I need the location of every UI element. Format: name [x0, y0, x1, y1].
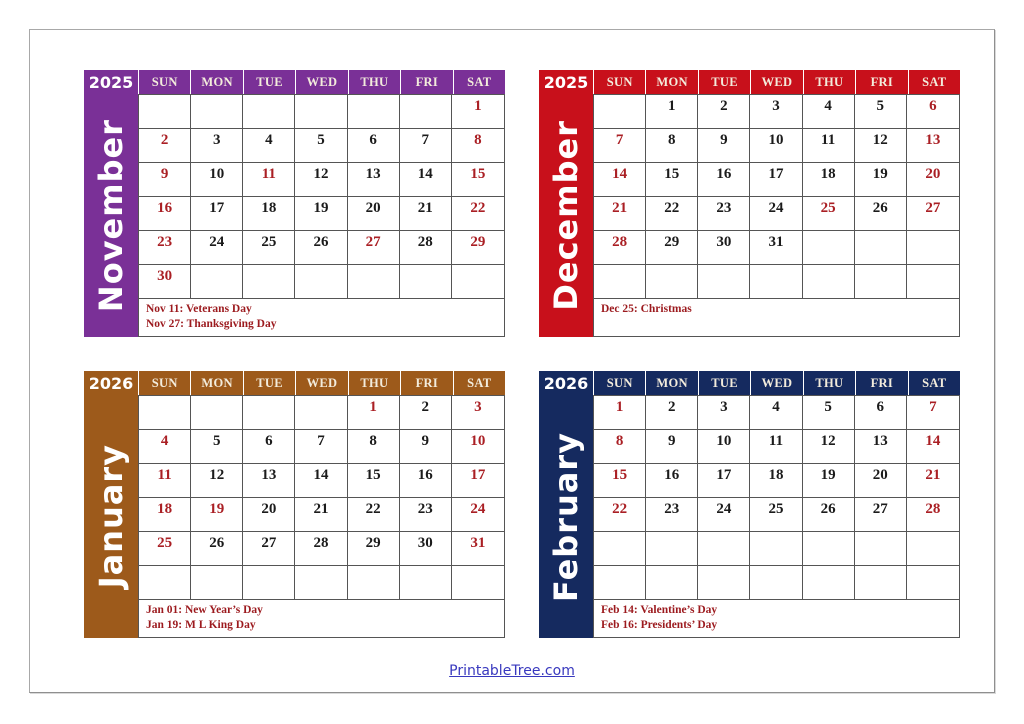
footer — [0, 662, 1024, 680]
date-cell-empty — [243, 95, 295, 129]
date-cell: 15 — [594, 464, 646, 498]
date-cell: 24 — [750, 197, 802, 231]
date-cell: 12 — [803, 430, 855, 464]
date-cell: 26 — [855, 197, 907, 231]
date-cell: 24 — [191, 231, 243, 265]
weekday-label: WED — [295, 371, 347, 395]
weekday-label: SAT — [453, 371, 505, 395]
date-cell-empty — [452, 265, 504, 299]
date-cell-empty — [594, 532, 646, 566]
holiday-note: Feb 14: Valentine’s Day — [601, 604, 718, 616]
date-cell: 29 — [348, 532, 400, 566]
date-cell: 17 — [698, 464, 750, 498]
date-cell: 14 — [907, 430, 959, 464]
date-cell: 17 — [191, 197, 243, 231]
date-cell: 19 — [803, 464, 855, 498]
date-cell: 4 — [243, 129, 295, 163]
calendar-body — [539, 94, 960, 337]
weekday-label: SUN — [593, 371, 645, 395]
date-cell-empty — [139, 396, 191, 430]
date-cell-empty — [400, 566, 452, 600]
date-cell: 22 — [646, 197, 698, 231]
date-cell: 4 — [803, 95, 855, 129]
date-cell: 3 — [750, 95, 802, 129]
date-cell: 18 — [750, 464, 802, 498]
date-cell: 25 — [139, 532, 191, 566]
calendar-main — [138, 395, 505, 638]
calendar-header — [539, 70, 960, 94]
date-grid — [139, 95, 504, 299]
date-cell: 7 — [907, 396, 959, 430]
date-cell-empty — [243, 396, 295, 430]
month-label: February — [547, 431, 585, 602]
date-cell: 2 — [139, 129, 191, 163]
weekday-label: THU — [803, 70, 855, 94]
date-cell: 15 — [646, 163, 698, 197]
date-cell-empty — [348, 566, 400, 600]
date-cell: 26 — [295, 231, 347, 265]
date-cell: 22 — [452, 197, 504, 231]
date-cell: 8 — [348, 430, 400, 464]
date-cell: 6 — [243, 430, 295, 464]
date-cell-empty — [594, 95, 646, 129]
date-cell: 9 — [139, 163, 191, 197]
date-cell-empty — [750, 265, 802, 299]
holiday-note: Nov 27: Thanksgiving Day — [146, 317, 277, 330]
date-cell-empty — [855, 231, 907, 265]
date-cell: 12 — [295, 163, 347, 197]
date-cell: 6 — [907, 95, 959, 129]
date-cell: 20 — [855, 464, 907, 498]
date-cell: 31 — [452, 532, 504, 566]
weekday-label: MON — [645, 371, 697, 395]
date-cell: 27 — [907, 197, 959, 231]
calendar-main — [593, 94, 960, 337]
date-cell: 23 — [698, 197, 750, 231]
date-cell: 16 — [139, 197, 191, 231]
weekday-row — [593, 70, 960, 94]
weekday-label: SUN — [138, 371, 190, 395]
date-cell: 21 — [295, 498, 347, 532]
calendar-header — [539, 371, 960, 395]
date-cell-empty — [646, 566, 698, 600]
date-cell: 22 — [594, 498, 646, 532]
date-cell-empty — [750, 532, 802, 566]
weekday-label: FRI — [855, 371, 907, 395]
date-cell: 29 — [646, 231, 698, 265]
date-cell: 24 — [698, 498, 750, 532]
holiday-note: Dec 25: Christmas — [601, 303, 692, 315]
month-sidebar — [539, 395, 593, 638]
weekday-label: MON — [645, 70, 697, 94]
date-cell-empty — [646, 532, 698, 566]
weekday-label: WED — [750, 371, 802, 395]
holiday-note: Jan 01: New Year’s Day — [146, 604, 263, 616]
date-cell-empty — [803, 265, 855, 299]
date-cell: 23 — [400, 498, 452, 532]
date-cell-empty — [295, 566, 347, 600]
year-label: 2026 — [84, 371, 138, 395]
date-cell: 12 — [191, 464, 243, 498]
weekday-row — [593, 371, 960, 395]
month-sidebar — [84, 94, 138, 337]
calendar-january-2026 — [84, 371, 505, 638]
date-cell: 28 — [594, 231, 646, 265]
date-cell-empty — [191, 265, 243, 299]
weekday-label: FRI — [855, 70, 907, 94]
date-cell: 10 — [191, 163, 243, 197]
date-cell: 11 — [139, 464, 191, 498]
date-cell: 19 — [191, 498, 243, 532]
month-sidebar — [84, 395, 138, 638]
date-cell: 11 — [243, 163, 295, 197]
date-cell: 27 — [243, 532, 295, 566]
date-cell-empty — [907, 532, 959, 566]
calendar-body — [539, 395, 960, 638]
date-cell: 24 — [452, 498, 504, 532]
date-cell: 8 — [594, 430, 646, 464]
date-cell: 9 — [400, 430, 452, 464]
date-cell: 7 — [594, 129, 646, 163]
date-grid — [594, 95, 959, 299]
date-cell-empty — [243, 265, 295, 299]
date-cell: 16 — [400, 464, 452, 498]
weekday-label: MON — [190, 70, 242, 94]
date-cell: 11 — [750, 430, 802, 464]
date-cell-empty — [698, 532, 750, 566]
date-cell: 19 — [295, 197, 347, 231]
date-cell: 1 — [348, 396, 400, 430]
holiday-note: Nov 11: Veterans Day — [146, 303, 252, 315]
date-cell: 17 — [452, 464, 504, 498]
weekday-label: FRI — [400, 371, 452, 395]
calendar-body — [84, 395, 505, 638]
date-cell-empty — [803, 566, 855, 600]
date-cell-empty — [907, 566, 959, 600]
date-cell: 27 — [855, 498, 907, 532]
date-cell: 5 — [855, 95, 907, 129]
calendar-main — [593, 395, 960, 638]
date-cell: 26 — [803, 498, 855, 532]
month-sidebar — [539, 94, 593, 337]
calendar-november-2025 — [84, 70, 505, 337]
date-cell: 28 — [295, 532, 347, 566]
date-cell: 13 — [907, 129, 959, 163]
month-label: November — [92, 118, 130, 313]
date-cell: 12 — [855, 129, 907, 163]
date-cell: 2 — [698, 95, 750, 129]
date-cell: 25 — [803, 197, 855, 231]
date-cell: 6 — [855, 396, 907, 430]
date-cell: 14 — [594, 163, 646, 197]
date-cell: 4 — [750, 396, 802, 430]
date-cell: 1 — [452, 95, 504, 129]
date-cell: 17 — [750, 163, 802, 197]
date-cell: 10 — [698, 430, 750, 464]
calendar-december-2025 — [539, 70, 960, 337]
date-cell-empty — [400, 95, 452, 129]
date-cell: 10 — [452, 430, 504, 464]
month-label: January — [92, 444, 130, 589]
date-cell: 3 — [191, 129, 243, 163]
date-cell: 8 — [452, 129, 504, 163]
date-cell-empty — [803, 231, 855, 265]
holiday-strip — [594, 299, 959, 336]
date-cell-empty — [139, 95, 191, 129]
date-cell-empty — [855, 265, 907, 299]
calendar-february-2026 — [539, 371, 960, 638]
date-cell-empty — [907, 265, 959, 299]
date-cell: 20 — [907, 163, 959, 197]
date-cell-empty — [452, 566, 504, 600]
weekday-label: FRI — [400, 70, 452, 94]
weekday-label: SAT — [908, 371, 960, 395]
year-label: 2026 — [539, 371, 593, 395]
date-cell: 5 — [295, 129, 347, 163]
date-cell: 14 — [400, 163, 452, 197]
holiday-note: Jan 19: M L King Day — [146, 618, 256, 631]
weekday-label: THU — [803, 371, 855, 395]
date-cell: 10 — [750, 129, 802, 163]
printabletree-link[interactable]: PrintableTree.com — [449, 663, 575, 679]
weekday-label: WED — [750, 70, 802, 94]
date-cell: 18 — [243, 197, 295, 231]
date-cell-empty — [698, 265, 750, 299]
weekday-label: TUE — [243, 70, 295, 94]
date-cell: 1 — [646, 95, 698, 129]
date-cell-empty — [855, 566, 907, 600]
date-cell: 2 — [646, 396, 698, 430]
date-cell-empty — [348, 95, 400, 129]
date-cell: 13 — [243, 464, 295, 498]
date-cell-empty — [750, 566, 802, 600]
date-cell: 20 — [243, 498, 295, 532]
holiday-strip — [594, 600, 959, 637]
month-label: December — [547, 120, 585, 311]
date-cell: 30 — [139, 265, 191, 299]
date-cell: 6 — [348, 129, 400, 163]
year-label: 2025 — [84, 70, 138, 94]
date-cell: 27 — [348, 231, 400, 265]
weekday-label: TUE — [698, 70, 750, 94]
date-cell-empty — [646, 265, 698, 299]
date-cell: 1 — [594, 396, 646, 430]
weekday-label: TUE — [243, 371, 295, 395]
date-cell-empty — [191, 566, 243, 600]
weekday-row — [138, 70, 505, 94]
date-cell: 23 — [646, 498, 698, 532]
date-cell: 16 — [698, 163, 750, 197]
date-cell: 23 — [139, 231, 191, 265]
date-cell: 14 — [295, 464, 347, 498]
date-cell: 13 — [855, 430, 907, 464]
date-cell-empty — [594, 566, 646, 600]
holiday-strip — [139, 299, 504, 336]
weekday-row — [138, 371, 505, 395]
weekday-label: MON — [190, 371, 242, 395]
date-cell: 30 — [400, 532, 452, 566]
date-cell: 9 — [698, 129, 750, 163]
date-cell: 25 — [750, 498, 802, 532]
date-cell: 30 — [698, 231, 750, 265]
date-cell-empty — [400, 265, 452, 299]
date-grid — [139, 396, 504, 600]
date-cell: 5 — [803, 396, 855, 430]
weekday-label: SUN — [138, 70, 190, 94]
date-cell: 25 — [243, 231, 295, 265]
date-cell-empty — [243, 566, 295, 600]
date-cell: 18 — [139, 498, 191, 532]
date-cell: 15 — [452, 163, 504, 197]
weekday-label: SUN — [593, 70, 645, 94]
date-cell: 3 — [452, 396, 504, 430]
date-cell-empty — [907, 231, 959, 265]
date-cell: 3 — [698, 396, 750, 430]
weekday-label: SAT — [908, 70, 960, 94]
holiday-strip — [139, 600, 504, 637]
date-cell: 20 — [348, 197, 400, 231]
weekday-label: TUE — [698, 371, 750, 395]
calendar-header — [84, 70, 505, 94]
date-cell: 26 — [191, 532, 243, 566]
calendar-body — [84, 94, 505, 337]
calendar-header — [84, 371, 505, 395]
date-cell-empty — [698, 566, 750, 600]
date-cell: 16 — [646, 464, 698, 498]
date-cell-empty — [803, 532, 855, 566]
date-cell: 21 — [400, 197, 452, 231]
date-cell: 28 — [907, 498, 959, 532]
date-cell-empty — [855, 532, 907, 566]
date-cell-empty — [348, 265, 400, 299]
date-cell-empty — [139, 566, 191, 600]
calendar-main — [138, 94, 505, 337]
date-cell: 8 — [646, 129, 698, 163]
date-cell: 9 — [646, 430, 698, 464]
weekday-label: SAT — [453, 70, 505, 94]
date-cell: 21 — [907, 464, 959, 498]
date-cell: 7 — [400, 129, 452, 163]
date-cell: 7 — [295, 430, 347, 464]
date-cell: 21 — [594, 197, 646, 231]
date-cell: 28 — [400, 231, 452, 265]
holiday-note: Feb 16: Presidents’ Day — [601, 618, 718, 631]
date-cell-empty — [295, 265, 347, 299]
date-cell: 15 — [348, 464, 400, 498]
date-cell: 4 — [139, 430, 191, 464]
date-cell: 18 — [803, 163, 855, 197]
date-cell: 13 — [348, 163, 400, 197]
weekday-label: WED — [295, 70, 347, 94]
date-cell: 31 — [750, 231, 802, 265]
weekday-label: THU — [348, 371, 400, 395]
date-cell: 11 — [803, 129, 855, 163]
date-cell-empty — [191, 95, 243, 129]
date-cell: 19 — [855, 163, 907, 197]
date-grid — [594, 396, 959, 600]
date-cell-empty — [295, 396, 347, 430]
date-cell: 2 — [400, 396, 452, 430]
date-cell: 29 — [452, 231, 504, 265]
date-cell-empty — [594, 265, 646, 299]
date-cell: 22 — [348, 498, 400, 532]
date-cell-empty — [295, 95, 347, 129]
weekday-label: THU — [348, 70, 400, 94]
year-label: 2025 — [539, 70, 593, 94]
date-cell: 5 — [191, 430, 243, 464]
date-cell-empty — [191, 396, 243, 430]
